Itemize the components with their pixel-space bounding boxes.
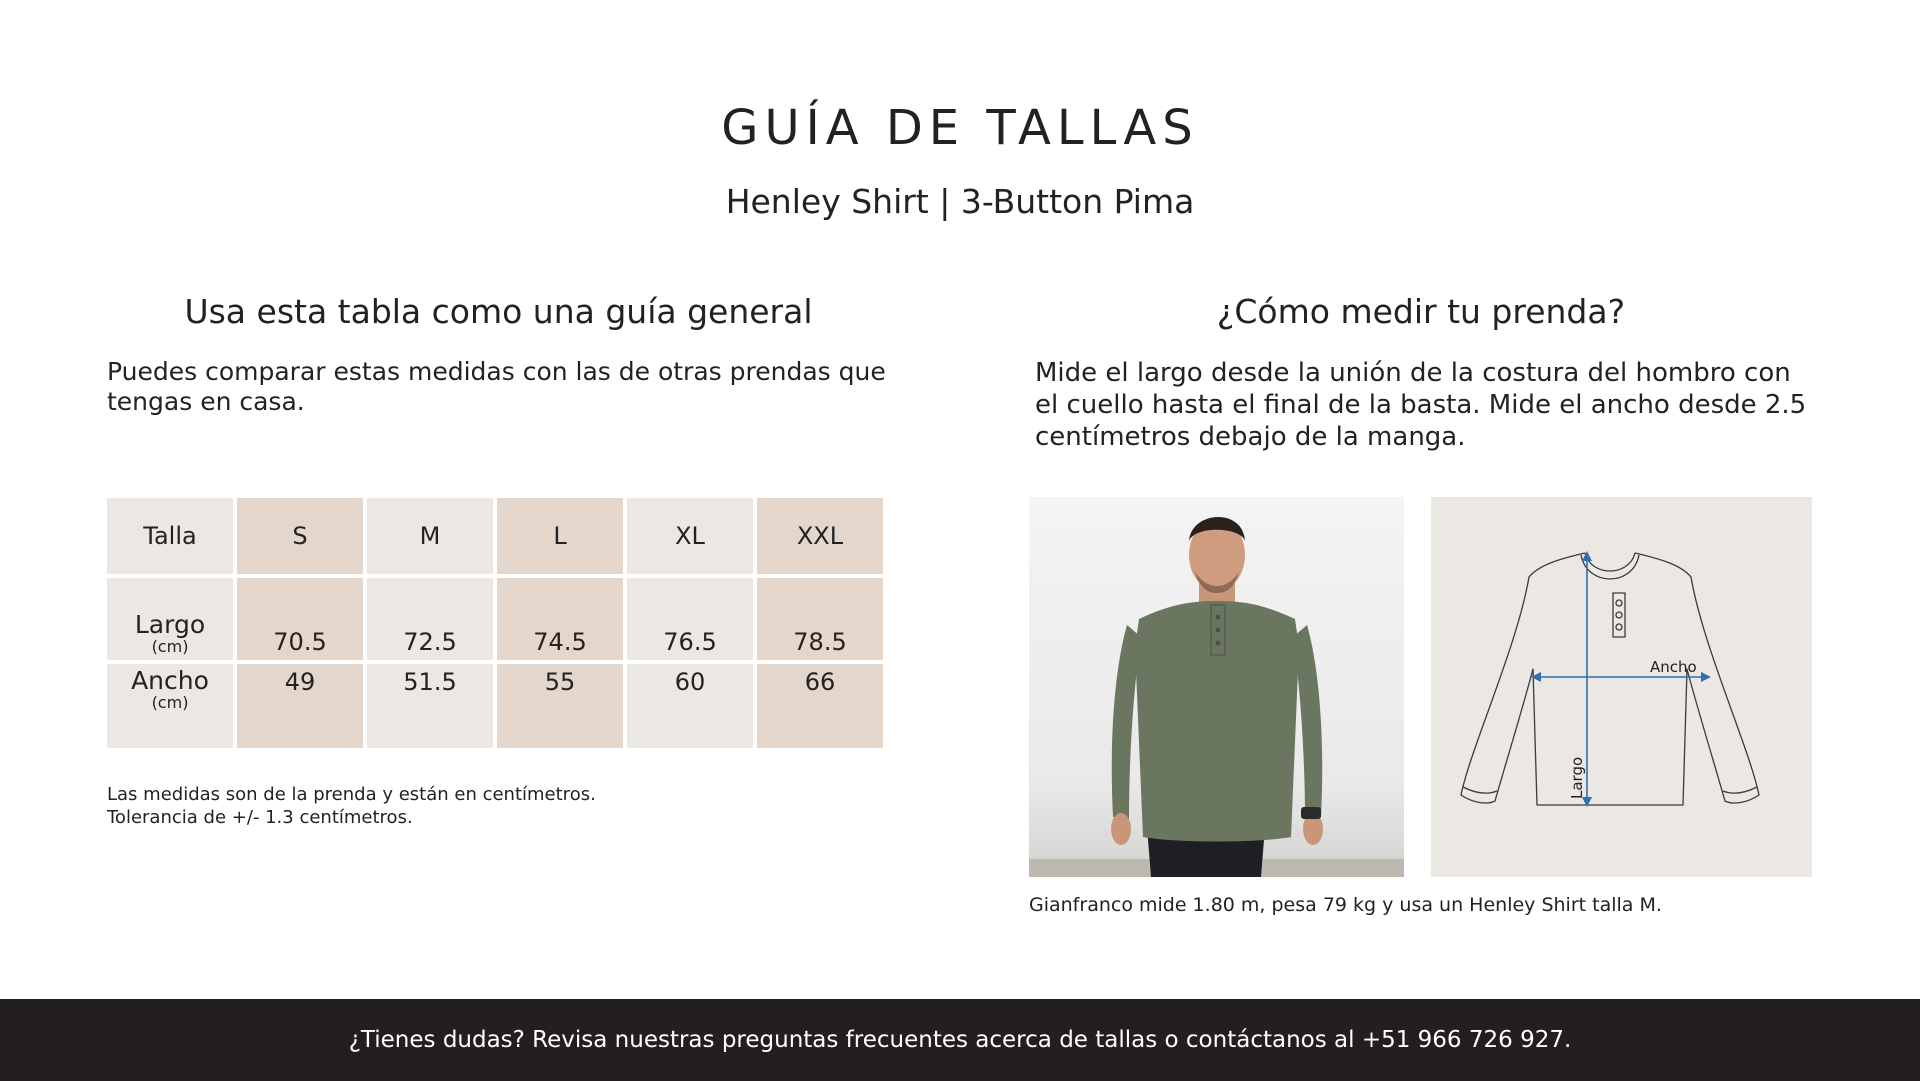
size-header-m: M xyxy=(367,498,493,574)
ancho-s: 49 xyxy=(237,664,363,748)
ancho-xxl: 66 xyxy=(757,664,883,748)
table-note-units: Las medidas son de la prenda y están en centímetros. xyxy=(107,784,596,805)
largo-m: 72.5 xyxy=(367,578,493,660)
size-row-ancho xyxy=(107,664,883,748)
size-header-label: Talla xyxy=(107,498,233,574)
row-label-largo-text: Largo xyxy=(134,610,206,639)
model-photo xyxy=(1029,497,1404,877)
model-caption: Gianfranco mide 1.80 m, pesa 79 kg y usa un Henley Shirt talla M. xyxy=(1029,894,1662,916)
largo-s: 70.5 xyxy=(237,578,363,660)
shirt-diagram xyxy=(1431,497,1812,877)
largo-xxl: 78.5 xyxy=(757,578,883,660)
row-label-ancho-unit: (cm) xyxy=(151,693,189,712)
size-header-s: S xyxy=(237,498,363,574)
largo-l: 74.5 xyxy=(497,578,623,660)
measure-section-heading: ¿Cómo medir tu prenda? xyxy=(1216,292,1626,331)
row-label-largo xyxy=(107,578,233,660)
product-name: Henley Shirt | 3-Button Pima xyxy=(725,182,1195,221)
table-section-description: Puedes comparar estas medidas con las de otras prendas que tengas en casa. xyxy=(107,357,886,416)
model-illustration xyxy=(1029,497,1404,877)
footer-bar xyxy=(0,999,1920,1081)
row-label-largo-unit: (cm) xyxy=(151,637,189,656)
table-notes xyxy=(107,783,890,829)
size-table xyxy=(103,494,887,752)
row-label-ancho xyxy=(107,664,233,748)
size-header-xl: XL xyxy=(627,498,753,574)
size-header-xxl: XXL xyxy=(757,498,883,574)
largo-label: Largo xyxy=(1568,756,1586,799)
size-row-largo xyxy=(107,578,883,660)
ancho-l: 55 xyxy=(497,664,623,748)
page-title: GUÍA DE TALLAS xyxy=(721,100,1199,156)
table-section-heading: Usa esta tabla como una guía general xyxy=(184,292,813,331)
row-label-ancho-text: Ancho xyxy=(131,666,209,695)
size-header-l: L xyxy=(497,498,623,574)
ancho-label: Ancho xyxy=(1650,658,1697,676)
footer-contact-text[interactable]: ¿Tienes dudas? Revisa nuestras preguntas frecuentes acerca de tallas o contáctanos al +51 966 726 927. xyxy=(348,1027,1572,1053)
largo-xl: 76.5 xyxy=(627,578,753,660)
table-note-tolerance: Tolerancia de +/- 1.3 centímetros. xyxy=(107,807,413,828)
ancho-m: 51.5 xyxy=(367,664,493,748)
size-table-header-row xyxy=(107,498,883,574)
ancho-xl: 60 xyxy=(627,664,753,748)
measure-section-description: Mide el largo desde la unión de la costura del hombro con el cuello hasta el final de la basta. Mide el ancho desde 2.5 centímetros debajo de la manga. xyxy=(1035,358,1807,452)
measurement-diagram xyxy=(1431,497,1812,877)
